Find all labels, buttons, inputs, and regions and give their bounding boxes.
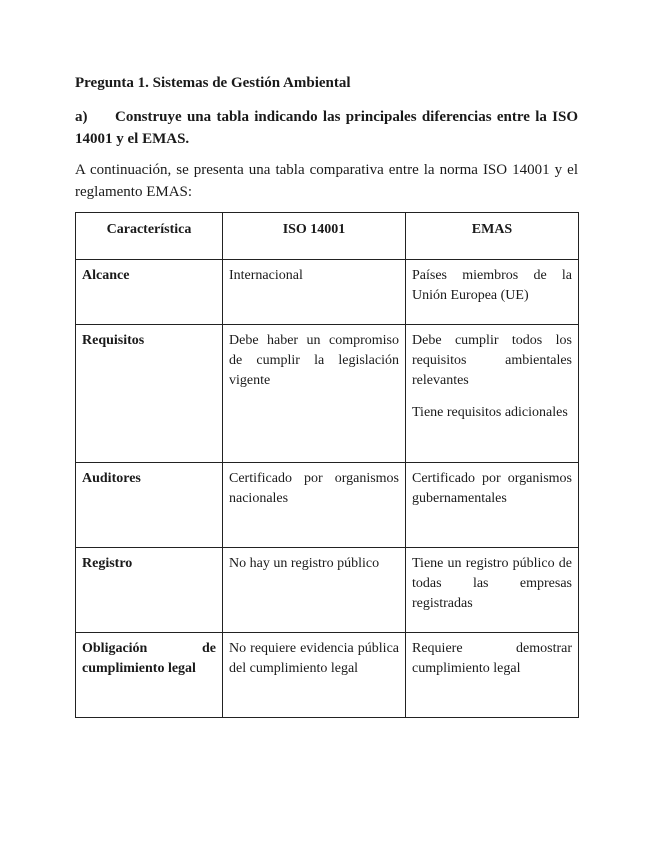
header-emas: EMAS [406,213,579,260]
cell-emas-text: Países miembros de la Unión Europea (UE) [412,268,572,303]
intro-paragraph: A continuación, se presenta una tabla comparativa entre la norma ISO 14001 y el reglamento EMAS: [75,162,578,200]
cell-characteristic: Obligación de cumplimiento legal [76,633,223,718]
cell-iso: Debe haber un compromiso de cumplir la legislación vigente [223,325,406,463]
section-heading: Pregunta 1. Sistemas de Gestión Ambiental [75,75,351,91]
table-row [76,548,579,633]
cell-emas-text: Tiene requisitos adicionales [412,405,568,420]
question-a [75,106,578,150]
cell-characteristic: Requisitos [76,325,223,463]
question-letter: a) [75,109,88,125]
cell-emas-text: Tiene un registro público de todas las empresas registradas [412,556,572,611]
table-row [76,260,579,325]
header-iso: ISO 14001 [223,213,406,260]
cell-iso: No requiere evidencia pública del cumplimiento legal [223,633,406,718]
cell-iso: Internacional [223,260,406,325]
cell-emas-text: Certificado por organismos gubernamentales [412,471,572,506]
table-header-row [76,213,579,260]
cell-emas [406,633,579,718]
table-row [76,463,579,548]
cell-iso: No hay un registro público [223,548,406,633]
cell-emas-text: Debe cumplir todos los requisitos ambientales relevantes [412,333,572,388]
cell-characteristic: Auditores [76,463,223,548]
cell-emas [406,463,579,548]
table-row [76,633,579,718]
comparison-table [75,212,579,718]
cell-characteristic: Registro [76,548,223,633]
cell-emas [406,548,579,633]
header-characteristic: Característica [76,213,223,260]
table-row [76,325,579,463]
cell-emas [406,260,579,325]
cell-characteristic: Alcance [76,260,223,325]
cell-emas-text: Requiere demostrar cumplimiento legal [412,641,572,676]
cell-emas [406,325,579,463]
cell-iso: Certificado por organismos nacionales [223,463,406,548]
question-text: Construye una tabla indicando las principales diferencias entre la ISO 14001 y el EMAS. [75,109,578,147]
